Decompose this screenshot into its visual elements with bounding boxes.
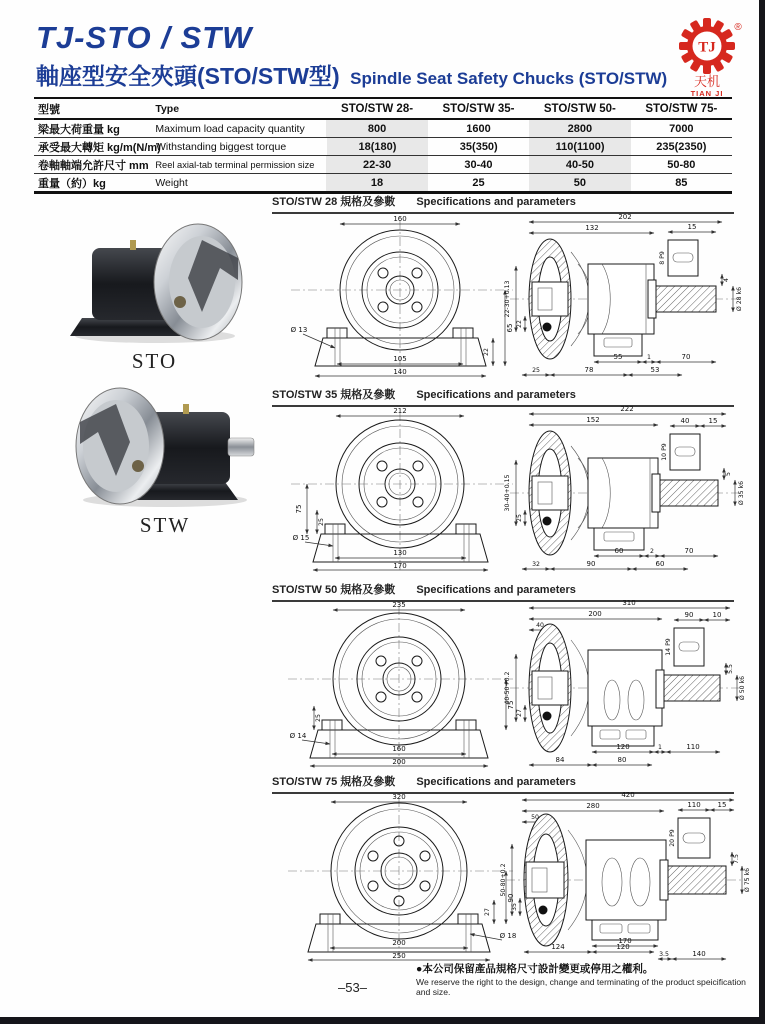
section-title-en: Specifications and parameters [416,389,576,401]
page-subtitle [36,58,667,91]
table-row-shaft-size [34,156,732,174]
cell-value: 235(2350) [656,140,707,153]
svg-text:55: 55 [613,353,623,361]
svg-text:60: 60 [614,547,624,555]
svg-text:32: 32 [532,561,540,568]
svg-text:15: 15 [708,417,718,425]
svg-text:1: 1 [647,354,651,361]
svg-text:200: 200 [392,758,406,766]
cell-value: 35(350) [459,140,498,153]
spec-table [34,97,732,194]
svg-text:90: 90 [586,560,596,568]
sto-product-image [52,218,257,346]
section-50-header [272,581,734,602]
header-type-en: Type [155,102,180,115]
svg-text:120: 120 [616,743,630,751]
row-label-en: Maximum load capacity quantity [155,122,305,135]
svg-text:5.5: 5.5 [727,664,734,674]
cell-value: 18 [326,174,427,191]
svg-text:25: 25 [516,514,523,522]
table-row-weight [34,174,732,191]
cell-value: 7000 [669,122,694,135]
logo-monogram: TJ [698,39,716,56]
svg-text:105: 105 [393,355,407,363]
svg-text:Ø 75 k6: Ø 75 k6 [744,867,751,893]
photo-label-sto: STO [131,349,178,373]
page-number: –53– [338,980,367,995]
subtitle-zh: 軸座型安全夾頭(STO/STW型) [36,63,340,89]
section-50-front-view [280,600,518,777]
svg-text:35: 35 [511,903,518,911]
svg-text:120: 120 [616,943,630,951]
svg-text:15: 15 [687,223,697,231]
svg-text:152: 152 [586,416,600,424]
svg-text:10 P9: 10 P9 [661,443,668,461]
cell-value: 1600 [466,122,491,135]
page-title: TJ-STO / STW [36,20,253,55]
svg-text:320: 320 [392,793,406,801]
svg-text:140: 140 [692,950,706,958]
svg-text:80: 80 [617,756,627,764]
svg-text:160: 160 [393,215,407,223]
section-28-front-view [283,214,518,385]
cell-value: 2800 [529,120,630,137]
scan-edge-right [759,0,765,1024]
section-title-zh: STO/STW 35 規格及參數 [272,389,396,401]
section-title-en: Specifications and parameters [416,584,576,596]
header-model-50: STO/STW 50- [543,102,616,115]
photo-sto [52,218,257,374]
footer-note [416,961,761,997]
svg-text:22: 22 [483,348,490,356]
cell-value: 40-50 [529,156,630,173]
svg-text:140: 140 [393,368,407,376]
svg-text:1: 1 [658,744,662,751]
svg-text:Ø 15: Ø 15 [292,534,310,542]
svg-text:25: 25 [532,367,540,374]
subtitle-en: Spindle Seat Safety Chucks (STO/STW) [350,69,668,88]
svg-text:5: 5 [725,472,732,476]
svg-text:200: 200 [392,939,406,947]
svg-text:250: 250 [392,952,406,960]
svg-text:84: 84 [555,756,565,764]
section-title-zh: STO/STW 75 規格及參數 [272,776,396,788]
svg-text:27: 27 [484,908,491,916]
logo-name-zh: 天机 [693,74,721,89]
svg-text:25: 25 [315,714,322,722]
svg-text:20 P9: 20 P9 [669,829,676,847]
row-label-en: Weight [155,176,188,189]
registered-mark: ® [734,22,742,33]
row-label-zh: 卷軸軸端允許尺寸 mm [38,159,149,172]
svg-text:90: 90 [684,611,694,619]
svg-text:8 P9: 8 P9 [659,251,666,265]
svg-text:110: 110 [686,743,700,751]
svg-text:Ø 28 k6: Ø 28 k6 [736,286,743,312]
section-35-front-view [283,406,518,581]
cell-value: 110(1100) [529,138,630,155]
photo-stw [60,382,270,538]
svg-text:60: 60 [655,560,665,568]
svg-text:25: 25 [318,518,325,526]
svg-text:310: 310 [622,600,636,607]
svg-text:22: 22 [516,320,523,328]
cell-value: 30-40 [464,158,493,171]
header-model-75: STO/STW 75- [645,102,718,115]
svg-text:Ø 35 k6: Ø 35 k6 [738,480,745,506]
header-model-35: STO/STW 35- [442,102,515,115]
cell-value: 50 [529,174,630,191]
svg-text:2: 2 [650,548,654,555]
svg-text:170: 170 [393,562,407,570]
cell-value: 800 [326,120,427,137]
gear-logo-icon [670,16,750,100]
svg-text:75: 75 [507,700,515,710]
svg-text:53: 53 [650,366,660,374]
section-28-side-view [492,214,747,385]
section-title-zh: STO/STW 28 規格及參數 [272,196,396,208]
section-35-side-view [492,406,747,581]
svg-text:50-80+0.2: 50-80+0.2 [500,863,507,897]
section-28-header [272,193,734,214]
svg-text:222: 222 [620,406,634,413]
logo-name-en: TIAN JI [690,89,724,98]
svg-text:3.5: 3.5 [659,951,669,958]
svg-text:40-50+0.2: 40-50+0.2 [504,671,511,705]
svg-text:70: 70 [681,353,691,361]
cell-value: 18(180) [327,138,428,155]
svg-text:110: 110 [687,801,701,809]
svg-text:90: 90 [507,893,515,903]
table-header-row [34,99,732,120]
svg-text:40: 40 [680,417,690,425]
svg-text:124: 124 [551,943,565,951]
svg-text:27: 27 [516,709,523,717]
scan-edge-bottom [0,1017,765,1024]
svg-text:235: 235 [392,601,406,609]
svg-text:14 P9: 14 P9 [665,638,672,656]
svg-text:160: 160 [392,745,406,753]
svg-text:15: 15 [717,801,727,809]
svg-text:Ø 14: Ø 14 [289,732,307,740]
row-label-zh: 承受最大轉矩 kg/m(N/m) [38,141,161,154]
row-label-en: Withstanding biggest torque [156,140,287,153]
row-label-en: Reel axial-tab terminal permission size [155,159,315,170]
section-title-zh: STO/STW 50 規格及參數 [272,584,396,596]
row-label-zh: 重量（約）kg [38,177,106,190]
svg-text:4: 4 [723,278,730,282]
svg-text:420: 420 [621,792,635,799]
section-title-en: Specifications and parameters [416,196,576,208]
svg-text:130: 130 [393,549,407,557]
svg-text:170: 170 [618,937,632,945]
header-type-zh: 型號 [38,103,60,116]
section-title-en: Specifications and parameters [416,776,576,788]
svg-text:10: 10 [712,611,722,619]
section-75-front-view [280,792,518,969]
footer-note-en: We reserve the right to the design, change and terminating of the product speicification and size. [416,977,746,997]
stw-product-image [60,382,270,510]
svg-text:22-30+0.13: 22-30+0.13 [504,280,511,318]
svg-text:70: 70 [684,547,694,555]
svg-text:132: 132 [585,224,599,232]
svg-text:202: 202 [618,214,632,221]
svg-text:40: 40 [536,622,544,629]
svg-text:65: 65 [506,323,514,333]
svg-text:Ø 50 k6: Ø 50 k6 [739,675,746,701]
svg-text:50: 50 [531,814,539,821]
table-row-torque [34,138,732,156]
section-50-side-view [492,600,747,777]
footer-note-zh: ●本公司保留產品規格尺寸設計變更或停用之權利。 [416,963,654,975]
photo-label-stw: STW [139,513,191,537]
svg-text:Ø 18: Ø 18 [499,932,517,940]
svg-text:75: 75 [295,504,303,514]
svg-text:212: 212 [393,407,407,415]
row-label-zh: 梁最大荷重量 kg [38,123,120,136]
section-75-side-view [492,792,752,969]
header-model-28: STO/STW 28- [341,102,414,115]
svg-text:280: 280 [586,802,600,810]
svg-text:7.5: 7.5 [733,854,740,864]
cell-value: 22-30 [326,156,427,173]
svg-text:78: 78 [584,366,594,374]
section-35-header [272,386,734,407]
svg-text:Ø 13: Ø 13 [290,326,308,334]
cell-value: 85 [675,176,688,189]
brand-logo [670,16,750,100]
svg-text:200: 200 [588,610,602,618]
cell-value: 50-80 [667,158,696,171]
table-row-load [34,120,732,138]
section-75-header [272,773,734,794]
svg-text:30-40+0.15: 30-40+0.15 [504,474,511,512]
cell-value: 25 [472,176,485,189]
